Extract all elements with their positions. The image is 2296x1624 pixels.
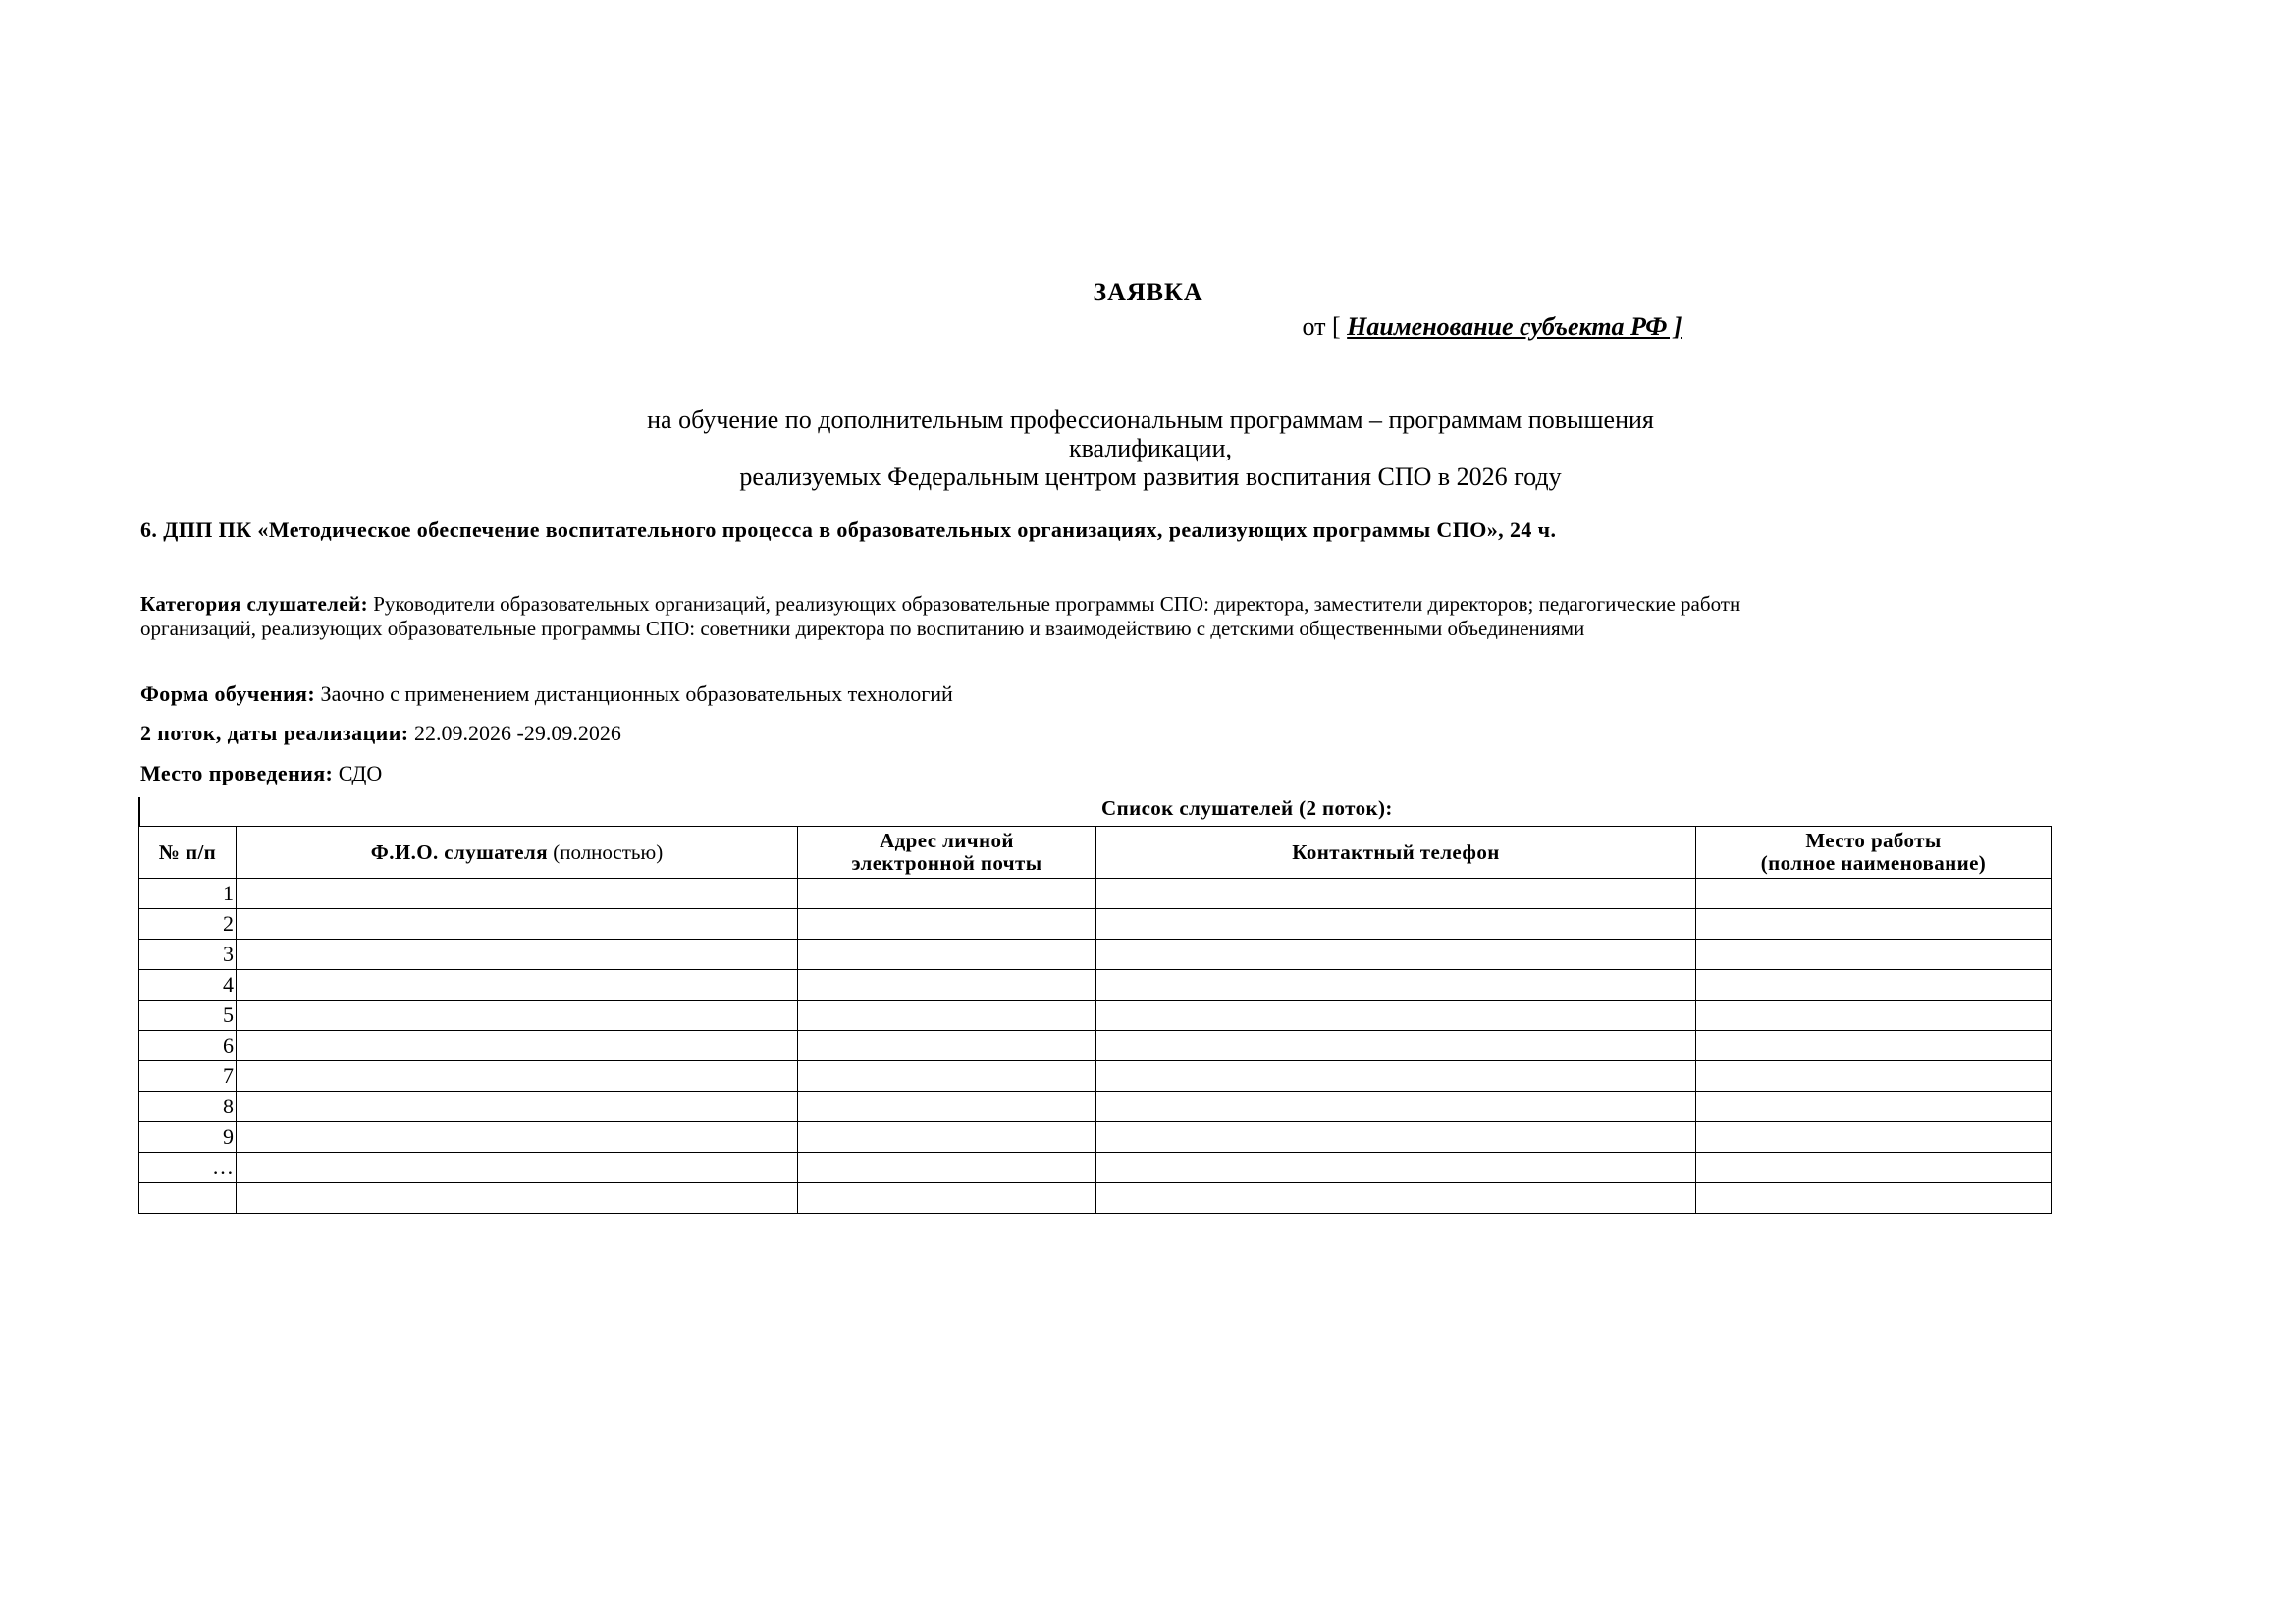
cell-phone[interactable] <box>1096 1122 1696 1153</box>
cell-name[interactable] <box>237 1183 798 1214</box>
cell-email[interactable] <box>798 970 1096 1001</box>
table-header-row <box>139 827 2052 879</box>
stream-dates <box>140 721 621 746</box>
header-phone: Контактный телефон <box>1096 827 1696 879</box>
cell-workplace[interactable] <box>1696 1153 2052 1183</box>
purpose-text <box>589 406 1712 491</box>
table-row <box>139 1061 2052 1092</box>
category-value-2: организаций, реализующих образовательные программы СПО: советники директора по воспитанию и взаимодействию с детскими общественными объединениями <box>140 617 1585 640</box>
cell-phone[interactable] <box>1096 1061 1696 1092</box>
cell-phone[interactable] <box>1096 1031 1696 1061</box>
cell-workplace[interactable] <box>1696 1061 2052 1092</box>
purpose-line-2: реализуемых Федеральным центром развития воспитания СПО в 2026 году <box>739 462 1562 491</box>
cell-num: 3 <box>139 940 237 970</box>
cell-name[interactable] <box>237 1001 798 1031</box>
table-row <box>139 909 2052 940</box>
cell-workplace[interactable] <box>1696 1183 2052 1214</box>
form-label: Форма обучения: <box>140 681 316 706</box>
cell-num: 4 <box>139 970 237 1001</box>
table-row <box>139 1122 2052 1153</box>
cell-phone[interactable] <box>1096 909 1696 940</box>
cell-email[interactable] <box>798 909 1096 940</box>
header-workplace <box>1696 827 2052 879</box>
study-form <box>140 681 953 707</box>
cell-email[interactable] <box>798 1031 1096 1061</box>
cell-name[interactable] <box>237 940 798 970</box>
document-title: ЗАЯВКА <box>1093 278 1203 306</box>
listener-category <box>140 592 2192 641</box>
cell-name[interactable] <box>237 879 798 909</box>
cell-num: 9 <box>139 1122 237 1153</box>
cell-num: 1 <box>139 879 237 909</box>
cell-workplace[interactable] <box>1696 1092 2052 1122</box>
cell-name[interactable] <box>237 1031 798 1061</box>
header-name <box>237 827 798 879</box>
header-email-line-1: Адрес личной <box>880 829 1014 852</box>
cell-name[interactable] <box>237 970 798 1001</box>
cell-name[interactable] <box>237 909 798 940</box>
header-num: № п/п <box>139 827 237 879</box>
cell-workplace[interactable] <box>1696 909 2052 940</box>
cell-email[interactable] <box>798 1061 1096 1092</box>
table-row <box>139 970 2052 1001</box>
table-row <box>139 1183 2052 1214</box>
cell-email[interactable] <box>798 1001 1096 1031</box>
place-value: СДО <box>333 761 383 785</box>
subject-placeholder: Наименование субъекта РФ ] <box>1347 312 1682 341</box>
cell-workplace[interactable] <box>1696 1001 2052 1031</box>
table-row <box>139 1092 2052 1122</box>
purpose-line-1: на обучение по дополнительным профессиональным программам – программам повышения квалификации, <box>647 406 1654 462</box>
table-caption: Список слушателей (2 поток): <box>1101 796 1393 820</box>
cell-phone[interactable] <box>1096 1092 1696 1122</box>
table-body <box>139 879 2052 1214</box>
cell-phone[interactable] <box>1096 970 1696 1001</box>
cell-num: 7 <box>139 1061 237 1092</box>
cell-phone[interactable] <box>1096 879 1696 909</box>
header-name-normal: (полностью) <box>547 839 664 864</box>
cell-num: 2 <box>139 909 237 940</box>
header-work-line-1: Место работы <box>1805 829 1942 852</box>
cell-name[interactable] <box>237 1153 798 1183</box>
category-line-1 <box>140 592 2192 617</box>
cell-name[interactable] <box>237 1092 798 1122</box>
table-row <box>139 1153 2052 1183</box>
form-value: Заочно с применением дистанционных образовательных технологий <box>315 681 953 706</box>
dates-value: 22.09.2026 -29.09.2026 <box>408 721 621 745</box>
table-row <box>139 879 2052 909</box>
cell-num: … <box>139 1153 237 1183</box>
cell-name[interactable] <box>237 1122 798 1153</box>
cell-phone[interactable] <box>1096 1153 1696 1183</box>
dates-label: 2 поток, даты реализации: <box>140 721 409 745</box>
cell-num: 6 <box>139 1031 237 1061</box>
applicant-line <box>982 312 2002 342</box>
cell-workplace[interactable] <box>1696 879 2052 909</box>
cell-workplace[interactable] <box>1696 1122 2052 1153</box>
header-work-line-2: (полное наименование) <box>1760 851 1987 875</box>
cell-workplace[interactable] <box>1696 1031 2052 1061</box>
cell-email[interactable] <box>798 879 1096 909</box>
header-email-line-2: электронной почты <box>851 851 1042 875</box>
cell-phone[interactable] <box>1096 1183 1696 1214</box>
cell-workplace[interactable] <box>1696 970 2052 1001</box>
cell-email[interactable] <box>798 940 1096 970</box>
cell-num: 5 <box>139 1001 237 1031</box>
place-label: Место проведения: <box>140 761 334 785</box>
cell-phone[interactable] <box>1096 1001 1696 1031</box>
from-prefix: от [ <box>1302 312 1348 341</box>
table-row <box>139 1031 2052 1061</box>
cell-email[interactable] <box>798 1183 1096 1214</box>
caption-border <box>138 797 140 827</box>
cell-num: 8 <box>139 1092 237 1122</box>
table-row <box>139 940 2052 970</box>
category-value-1: Руководители образовательных организаций, реализующих образовательные программы СПО: директора, заместители директоров; педагогические работн <box>367 592 1741 616</box>
venue <box>140 761 382 786</box>
cell-phone[interactable] <box>1096 940 1696 970</box>
table-row <box>139 1001 2052 1031</box>
header-email <box>798 827 1096 879</box>
cell-name[interactable] <box>237 1061 798 1092</box>
cell-email[interactable] <box>798 1092 1096 1122</box>
cell-num <box>139 1183 237 1214</box>
cell-workplace[interactable] <box>1696 940 2052 970</box>
listeners-table <box>138 826 2052 1214</box>
category-label: Категория слушателей: <box>140 592 368 616</box>
program-title: 6. ДПП ПК «Методическое обеспечение воспитательного процесса в образовательных организациях, реализующих программы СПО», 24 ч. <box>140 517 1557 542</box>
cell-email[interactable] <box>798 1153 1096 1183</box>
header-name-bold: Ф.И.О. слушателя <box>370 839 548 864</box>
cell-email[interactable] <box>798 1122 1096 1153</box>
